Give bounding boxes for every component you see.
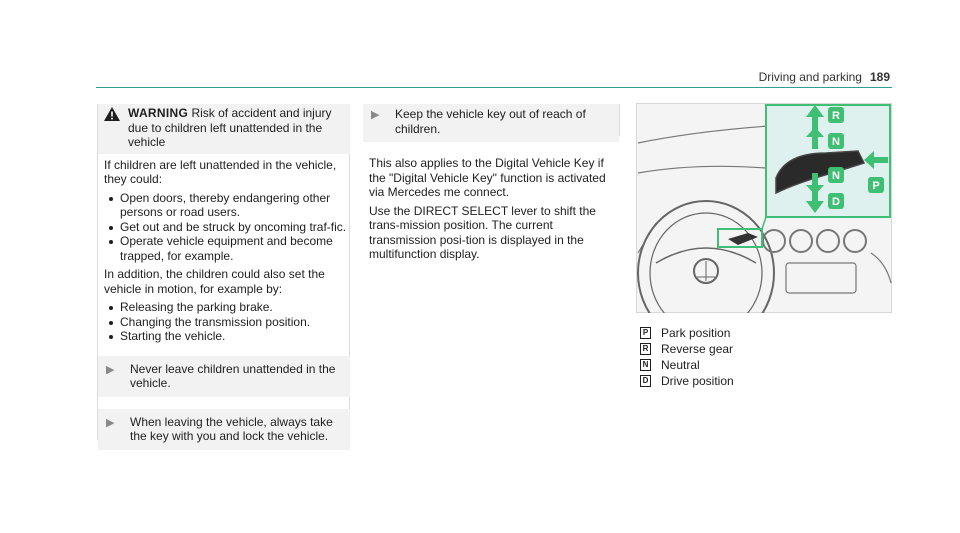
legend-label: Park position: [661, 326, 731, 340]
legend-label: Neutral: [661, 358, 700, 372]
warning-text: Risk of accident and injury due to children left unattended in the vehicle: [128, 106, 332, 149]
legend-item: [640, 357, 734, 373]
legend-key-icon: P: [640, 327, 651, 339]
running-head: [759, 70, 890, 84]
action-arrow-icon: ▶: [106, 416, 115, 429]
legend-label: Reverse gear: [661, 342, 734, 356]
section-title: Driving and parking: [758, 70, 862, 84]
warning-title: WARNING: [128, 106, 189, 120]
gear-label-d: D: [832, 196, 840, 208]
list-item: Get out and be struck by oncoming traf-fic.: [104, 220, 350, 235]
action-arrow-icon: ▶: [371, 109, 380, 121]
gear-label-r: R: [832, 110, 840, 122]
motion-intro-text: In addition, the children could also set the vehicle in motion, for example by:: [104, 267, 325, 296]
action-step: [98, 356, 350, 397]
list-item: Open doors, thereby endangering other persons or road users.: [104, 191, 350, 220]
column-divider: [619, 104, 620, 136]
action-step: [98, 409, 350, 450]
legend-item: [640, 373, 734, 389]
action-arrow-icon: ▶: [106, 363, 115, 376]
direct-select-paragraph: Use the DIRECT SELECT lever to shift the trans-mission position. The current transmission posi-tion is displayed in the multifunction display.: [369, 203, 596, 261]
steering-wheel-figure: [636, 103, 892, 313]
legend-key-icon: R: [640, 343, 651, 355]
list-item: Changing the transmission position.: [104, 315, 350, 330]
motion-list: [104, 300, 350, 344]
legend-key-icon: D: [640, 375, 651, 387]
legend-key-icon: N: [640, 359, 651, 371]
legend-item: [640, 325, 734, 341]
warning-box: [98, 104, 350, 154]
action-text: Never leave children unattended in the vehicle.: [130, 361, 336, 390]
middle-column: [369, 104, 619, 266]
digital-key-paragraph: This also applies to the Digital Vehicle Key if the "Digital Vehicle Key" function is activated via Mercedes me connect.: [369, 156, 606, 199]
page-number: 189: [869, 70, 890, 84]
figure-legend: [640, 325, 734, 389]
header-rule: [96, 87, 892, 88]
gear-label-n: N: [832, 136, 840, 148]
risk-list: [104, 191, 350, 264]
gear-label-p: P: [872, 180, 880, 192]
list-item: Starting the vehicle.: [104, 329, 350, 344]
gear-label-n2: N: [832, 170, 840, 182]
action-text: When leaving the vehicle, always take the key with you and lock the vehicle.: [130, 414, 333, 443]
intro-text: If children are left unattended in the vehicle, they could:: [104, 157, 337, 186]
warning-triangle-icon: [104, 107, 120, 121]
action-text: Keep the vehicle key out of reach of children.: [395, 107, 586, 136]
left-column: [104, 104, 350, 450]
list-item: Operate vehicle equipment and become trapped, for example.: [104, 234, 350, 263]
action-step: [363, 104, 619, 142]
legend-label: Drive position: [661, 374, 734, 388]
legend-item: [640, 341, 734, 357]
list-item: Releasing the parking brake.: [104, 300, 350, 315]
